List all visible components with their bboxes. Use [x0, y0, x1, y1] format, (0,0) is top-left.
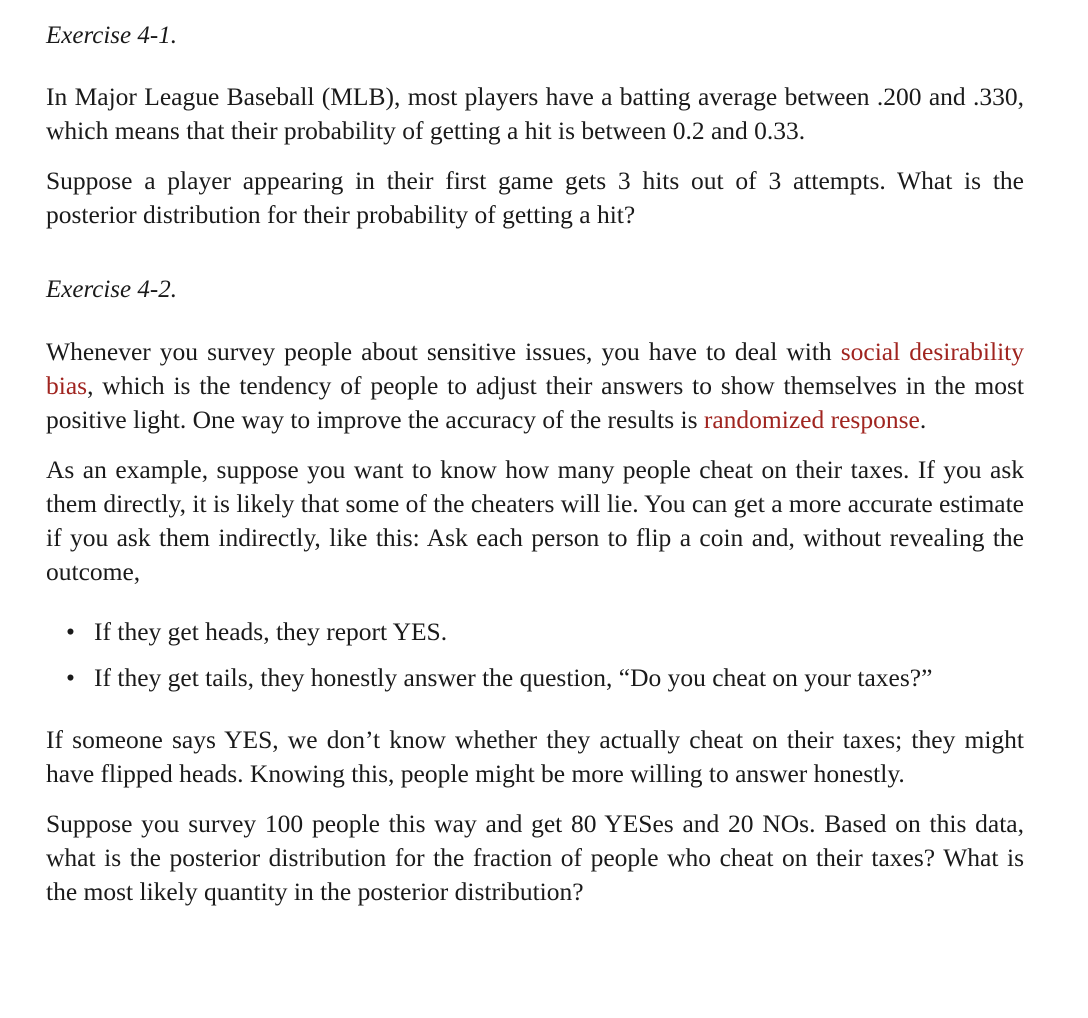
exercise-4-2-heading: Exercise 4-2.: [46, 276, 177, 303]
spacer: [46, 791, 1024, 807]
list-item-text: If they get heads, they report YES.: [94, 617, 448, 646]
exercise-4-2-paragraph-3: If someone says YES, we don’t know whether they actually cheat on their taxes; they might have flipped heads. Knowing this, people might be more willing to answer honestly.: [46, 725, 1024, 788]
paragraph-text: Whenever you survey people about sensitive issues, you have to deal with: [46, 337, 841, 366]
paragraph-text: , which is the tendency of people to adjust their answers to show themselves in the most positive light. One way to improve the accuracy of the results is: [46, 371, 1024, 434]
bullet-icon: •: [66, 663, 75, 692]
spacer: [46, 695, 1024, 723]
exercise-4-1-paragraph-2: Suppose a player appearing in their first game gets 3 hits out of 3 attempts. What is the posterior distribution for their probability of getting a hit?: [46, 166, 1024, 229]
spacer: [46, 232, 1024, 272]
spacer: [46, 308, 1024, 335]
paragraph-text: .: [919, 405, 927, 434]
list-item: [46, 615, 1024, 649]
exercise-4-1-heading: Exercise 4-1.: [46, 22, 177, 49]
spacer: [46, 54, 1024, 80]
exercise-4-2-paragraph-4: Suppose you survey 100 people this way and get 80 YESes and 20 NOs. Based on this data, what is the posterior distribution for the fraction of people who cheat on their taxes? What is the most likely quantity in the posterior distribution?: [46, 809, 1024, 906]
exercise-4-2-paragraph-2: As an example, suppose you want to know how many people cheat on their taxes. If you ask them directly, it is likely that some of the cheaters will lie. You can get a more accurate estimate if you ask them indirectly, like this: Ask each person to flip a coin and, without revealing the outcome,: [46, 455, 1024, 586]
social-desirability-bias-link[interactable]: social desirability bias: [46, 337, 1024, 400]
bullet-list: [46, 615, 1024, 695]
list-item-text: If they get tails, they honestly answer the question, “Do you cheat on your taxes?”: [94, 663, 933, 692]
list-item: [46, 661, 1024, 695]
bullet-icon: •: [66, 617, 75, 646]
exercise-4-1-paragraph-1: In Major League Baseball (MLB), most players have a batting average between .200 and .330, which means that their probability of getting a hit is between 0.2 and 0.33.: [46, 82, 1024, 145]
spacer: [46, 148, 1024, 164]
exercise-4-2-paragraph-1: [46, 335, 1024, 437]
spacer: [46, 437, 1024, 453]
spacer: [46, 589, 1024, 615]
randomized-response-link[interactable]: randomized response: [703, 405, 920, 434]
